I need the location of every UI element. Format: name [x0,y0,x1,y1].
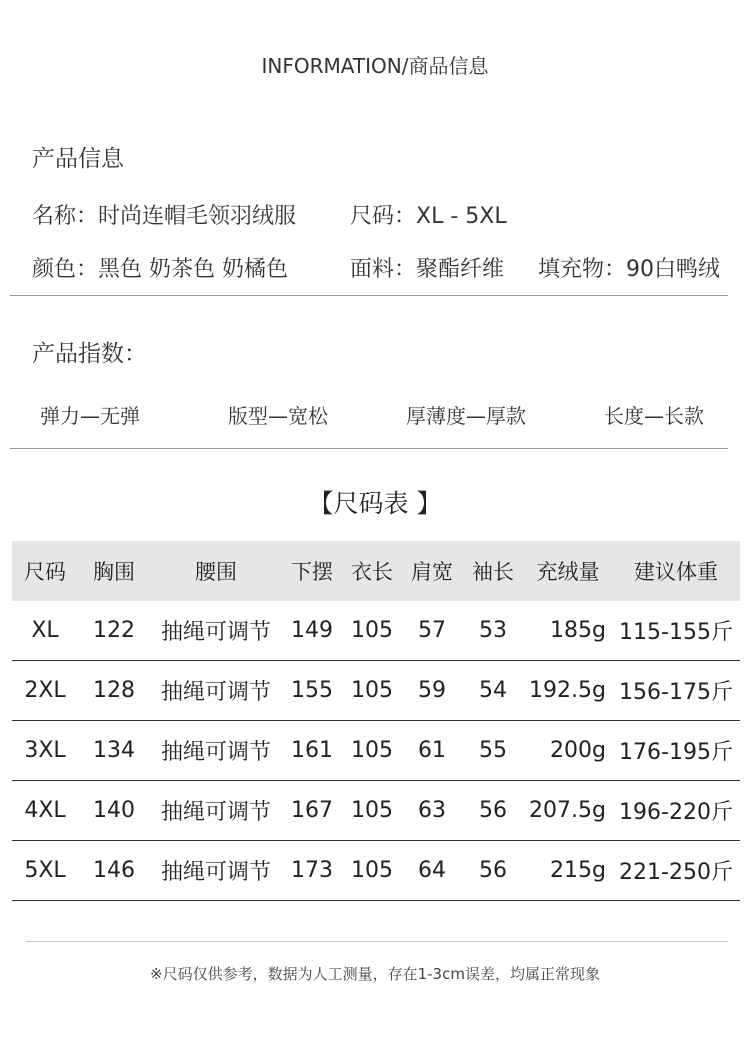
cell-shoulder: 63 [402,781,462,841]
footer-divider [26,941,728,942]
table-row [12,661,740,721]
cell-sleeve: 56 [462,781,524,841]
header-chest: 胸围 [78,541,150,601]
divider [10,448,728,449]
size-value: XL - 5XL [416,204,507,229]
name-label: 名称： [32,204,99,229]
cell-size: 3XL [12,721,78,781]
cell-sleeve: 56 [462,841,524,901]
table-row [12,781,740,841]
cell-chest: 146 [78,841,150,901]
size-chart-table [12,541,740,901]
product-info-title: 产品信息 [32,146,124,172]
cell-chest: 134 [78,721,150,781]
cell-shoulder: 64 [402,841,462,901]
cell-chest: 128 [78,661,150,721]
fabric-label: 面料： [350,257,417,282]
name-value: 时尚连帽毛领羽绒服 [98,204,297,229]
product-name-row [32,199,296,230]
header-shoulder: 肩宽 [402,541,462,601]
cell-weight: 221-250斤 [612,841,740,901]
cell-weight: 196-220斤 [612,781,740,841]
size-chart-header-row [12,541,740,601]
cell-waist: 抽绳可调节 [150,721,282,781]
color-value: 黑色 奶茶色 奶橘色 [98,257,289,282]
cell-sleeve: 54 [462,661,524,721]
cell-weight: 115-155斤 [612,601,740,661]
cell-size: 2XL [12,661,78,721]
cell-hem: 167 [282,781,342,841]
table-row [12,601,740,661]
header-length: 衣长 [342,541,402,601]
cell-hem: 173 [282,841,342,901]
index-elasticity: 弹力—无弹 [40,404,140,428]
cell-waist: 抽绳可调节 [150,601,282,661]
header-size: 尺码 [12,541,78,601]
cell-sleeve: 53 [462,601,524,661]
cell-shoulder: 61 [402,721,462,781]
measurement-note: ※尺码仅供参考，数据为人工测量，存在1-3cm误差，均属正常现象 [150,965,600,983]
index-thickness: 厚薄度—厚款 [406,404,526,428]
cell-waist: 抽绳可调节 [150,661,282,721]
table-row [12,721,740,781]
index-length: 长度—长款 [604,404,704,428]
cell-fill-amount: 192.5g [524,661,612,721]
header-hem: 下摆 [282,541,342,601]
cell-fill-amount: 207.5g [524,781,612,841]
size-chart-title: 【尺码表 】 [308,489,442,518]
header-sleeve: 袖长 [462,541,524,601]
product-fabric-row [350,252,504,283]
cell-size: XL [12,601,78,661]
index-fit: 版型—宽松 [228,404,328,428]
cell-length: 105 [342,721,402,781]
product-index-title: 产品指数： [32,341,147,367]
cell-fill-amount: 200g [524,721,612,781]
filling-value: 90白鸭绒 [626,257,721,282]
cell-chest: 140 [78,781,150,841]
cell-sleeve: 55 [462,721,524,781]
size-label: 尺码： [350,204,417,229]
divider [10,295,728,296]
fabric-value: 聚酯纤维 [416,257,505,282]
header-fill-amount: 充绒量 [524,541,612,601]
page-header-title: INFORMATION/商品信息 [261,54,489,78]
cell-length: 105 [342,781,402,841]
cell-length: 105 [342,601,402,661]
cell-size: 4XL [12,781,78,841]
cell-length: 105 [342,661,402,721]
product-color-row [32,252,288,283]
cell-size: 5XL [12,841,78,901]
color-label: 颜色： [32,257,99,282]
cell-weight: 156-175斤 [612,661,740,721]
cell-hem: 149 [282,601,342,661]
product-filling-row [538,252,720,283]
product-size-row [350,199,507,230]
cell-shoulder: 59 [402,661,462,721]
cell-fill-amount: 185g [524,601,612,661]
cell-shoulder: 57 [402,601,462,661]
cell-weight: 176-195斤 [612,721,740,781]
cell-waist: 抽绳可调节 [150,841,282,901]
cell-length: 105 [342,841,402,901]
cell-hem: 161 [282,721,342,781]
cell-hem: 155 [282,661,342,721]
header-weight: 建议体重 [612,541,740,601]
table-row [12,841,740,901]
cell-chest: 122 [78,601,150,661]
header-waist: 腰围 [150,541,282,601]
cell-waist: 抽绳可调节 [150,781,282,841]
filling-label: 填充物： [538,257,627,282]
cell-fill-amount: 215g [524,841,612,901]
